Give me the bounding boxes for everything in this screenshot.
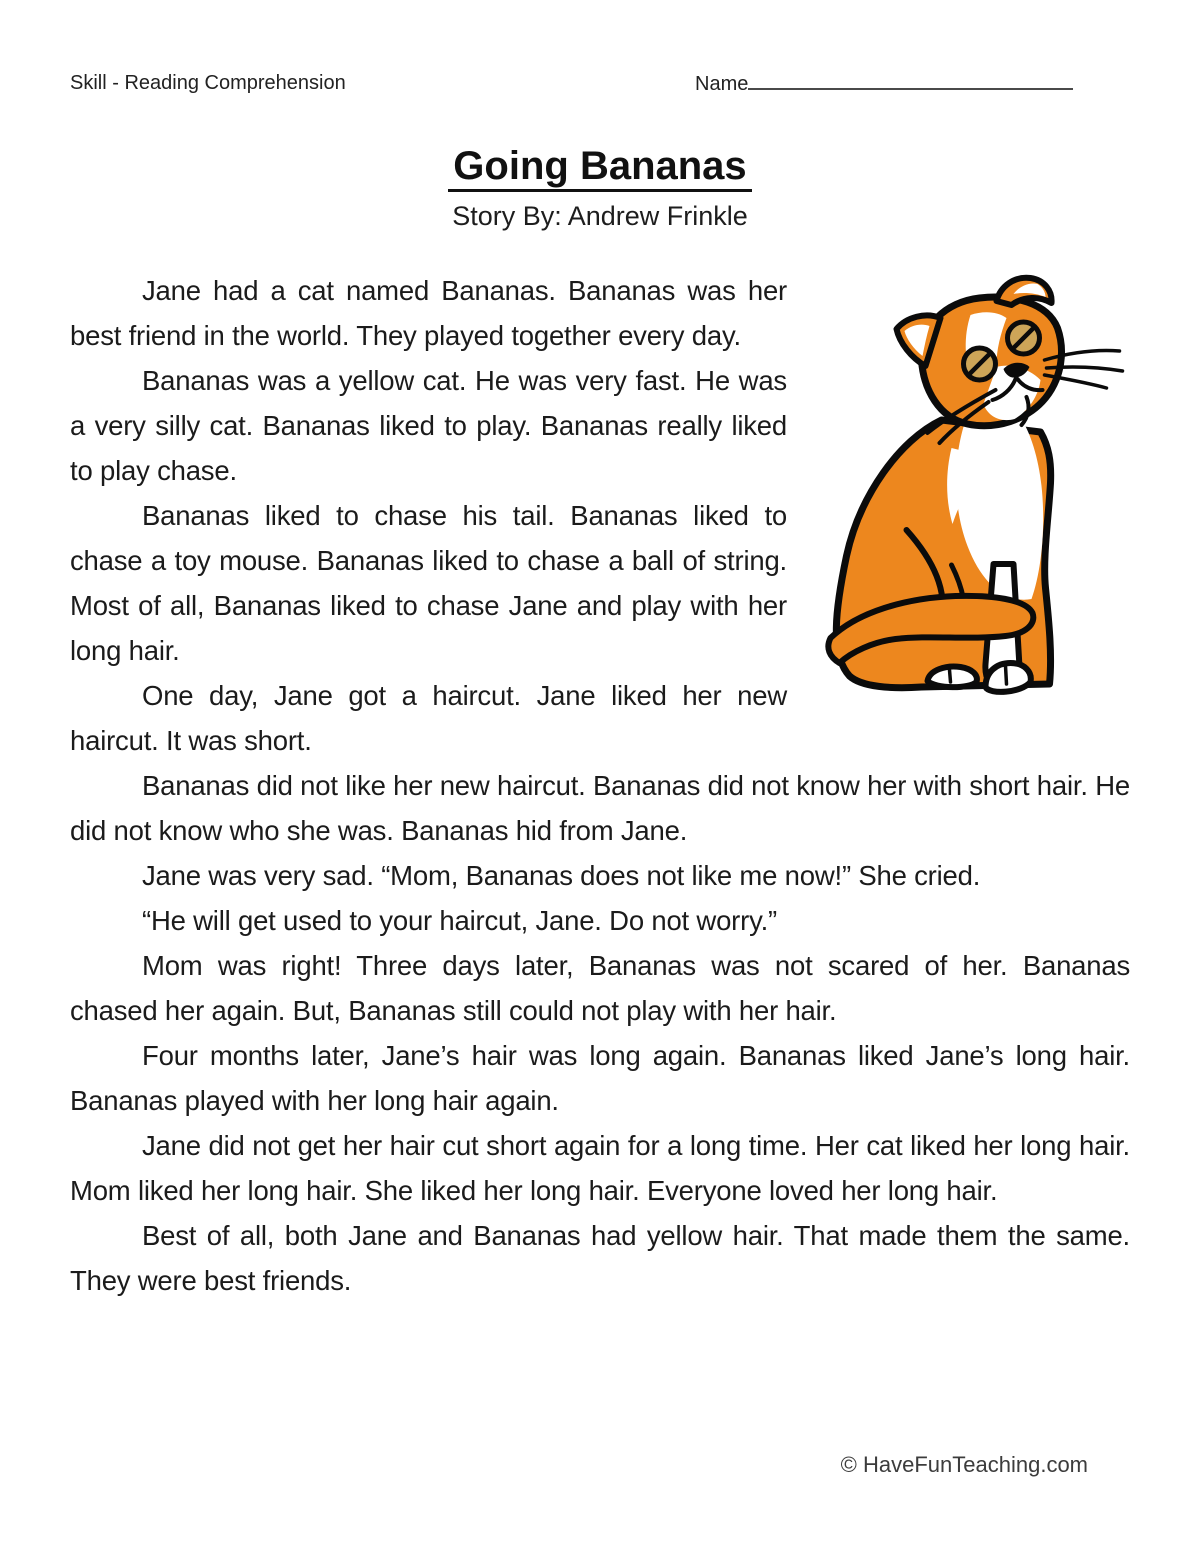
story-paragraph: Bananas was a yellow cat. He was very fast. He was a very silly cat. Bananas liked to play. Bananas really liked to play chase. [70,365,787,486]
story-paragraph: One day, Jane got a haircut. Jane liked her new haircut. It was short. [70,680,787,756]
orange-cat-icon [797,268,1142,718]
story-paragraph: Bananas did not like her new haircut. Bananas did not know her with short hair. He did not know who she was. Bananas hid from Jane. [70,770,1130,846]
story-paragraph: Best of all, both Jane and Bananas had yellow hair. That made them the same. They were best friends. [70,1220,1130,1296]
cat-illustration [797,268,1142,718]
story-body [70,268,1130,1303]
title-area [0,143,1200,192]
story-paragraph: “He will get used to your haircut, Jane. Do not worry.” [142,905,778,936]
name-label: Name [695,73,749,95]
story-paragraph: Jane was very sad. “Mom, Bananas does not like me now!” She cried. [142,860,981,891]
skill-label: Skill - Reading Comprehension [70,72,346,94]
story-paragraph: Jane did not get her hair cut short again for a long time. Her cat liked her long hair. Mom liked her long hair. She liked her long hair. Everyone loved her long hair. [70,1130,1130,1206]
story-paragraph: Four months later, Jane’s hair was long again. Bananas liked Jane’s long hair. Bananas played with her long hair again. [70,1040,1130,1116]
story-paragraph: Bananas liked to chase his tail. Bananas liked to chase a toy mouse. Bananas liked to chase a ball of string. Most of all, Bananas liked to chase Jane and play with her long hair. [70,500,787,666]
story-paragraph: Jane had a cat named Bananas. Bananas was her best friend in the world. They played together every day. [70,275,787,351]
story-paragraph: Mom was right! Three days later, Bananas was not scared of her. Bananas chased her again. But, Bananas still could not play with her hair. [70,950,1130,1026]
byline: Story By: Andrew Frinkle [452,201,748,231]
copyright: © HaveFunTeaching.com [840,1452,1088,1477]
name-blank-line [748,72,1073,90]
page-title: Going Bananas [448,143,751,192]
name-field [695,72,1073,96]
